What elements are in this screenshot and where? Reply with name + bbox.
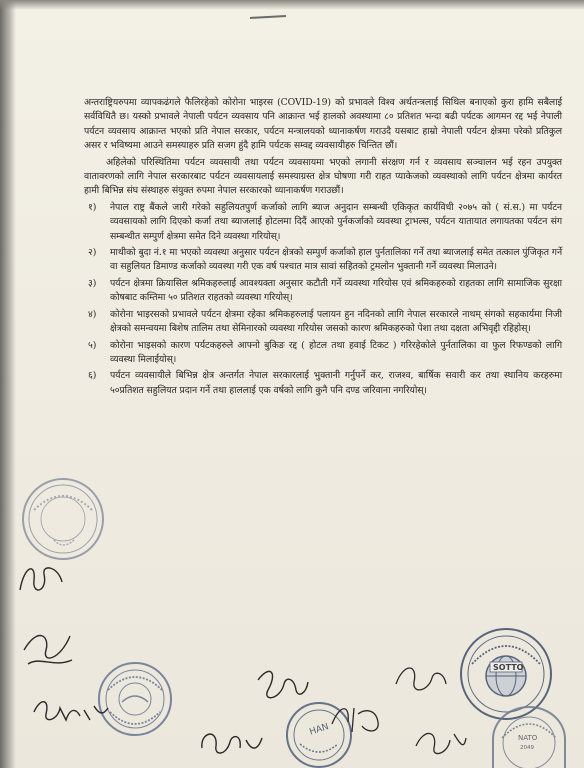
demand-text: कोरोना भाइरसको प्रभावले पर्यटन क्षेत्रमा रहेका श्रमिकहरुलाई पलायन हुन नदिनको लागि नेपाल सरकारले नाथम् संगको सहकार्यमा निजी क्षेत्रको समन्वयमा बिशेष तालिम तथा सेमिनारको व्यवस्था गरियोस जसको कारण श्रमिकहरुको पेशा तथा दक्षता अभिवृद्दी रहिहोस्।: [110, 308, 562, 335]
scan-edge-shadow-left: [0, 0, 16, 768]
demand-text: पर्यटन व्यवसायीले बिभिन्न क्षेत्र अन्तर्गत नेपाल सरकारलाई भुक्तानी गर्नुपर्ने कर, राजश्व, बार्षिक सवारी कर तथा स्थानिय करहरुमा ५०प्रतिशत सहुलियत प्रदान गर्ने तथा हाललाई एक वर्षको लागि कुनै पनि दण्ड जरिवाना नगरियोस्।: [110, 370, 562, 396]
letter-body: [84, 96, 562, 400]
signature-bottom-left: [30, 690, 110, 730]
demand-text: कोरोना भाइसको कारण पर्यटकहरुले आफ्नो बुकिङ रद्द ( होटल तथा हवाई टिकट ) गरिरहेकोले पुर्नतालिका वा फुल रिफण्डको लागि व्यवस्था मिलाईयोस्।: [110, 339, 562, 365]
intro-paragraph: अन्तराष्ट्रियरुपमा व्यापकढंगले फैलिरहेको कोरोना भाइरस (COVID-19) को प्रभावले विश्व अर्थतन्त्रलाई सिथिल बनाएको कुरा हामि सबैलाई सर्वविधितै छ। यस्को प्रभावले नेपाली पर्यटन व्यवसाय पनि आक्रान्त भई हालको अवस्थामा ८० प्रतिशत भन्दा बढी पर्यटक आगमन रद्द भई नेपाली पर्यटन व्यवसाय आक्रान्त भएको प्रति नेपाल सरकार, पर्यटन मन्त्रालयको ध्यानाकर्षण गराउदै यसबाट हाम्रो नेपाली पर्यटन क्षेत्रमा परेको प्रतिकुल असर र भविष्यमा आउने समस्याहरु प्रति सजग हुंदै हामि पर्यटक सम्वद्द व्यवसायीहरु चिन्तित छौं।: [84, 97, 562, 152]
svg-text:HAN: HAN: [308, 722, 331, 738]
nato-seal: [492, 706, 566, 768]
seal-graphic: [100, 664, 170, 734]
demand-number: २): [88, 247, 97, 259]
demand-text: पर्यटन क्षेत्रमा क्रियासिल श्रमिकहरुलाई आवश्यक्ता अनुसार कटौती गर्ने व्यवस्था गरियोस एवं श्रमिकहरुको राहतका लागि सामाजिक सुरक्षा कोषबाट कम्तिमा ५० प्रतिशत राहतको व्यवस्था गरियोस्।: [110, 277, 562, 304]
demand-item-6: [84, 369, 562, 398]
scan-edge-shadow-top: [0, 0, 584, 10]
svg-text:SOTTO: SOTTO: [493, 663, 524, 672]
svg-text:2049: 2049: [520, 745, 534, 751]
seal-graphic: [24, 480, 102, 558]
demand-number: ५): [88, 339, 97, 351]
demand-item-4: [84, 308, 562, 337]
signature-center-right: [326, 694, 384, 740]
signature-bottom-right: [410, 720, 470, 764]
demand-number: ४): [88, 308, 97, 320]
svg-text:NATO: NATO: [518, 734, 538, 742]
seal-graphic: [494, 708, 564, 768]
demand-item-2: [84, 246, 562, 275]
signature-center: [250, 660, 312, 710]
signature-left-top: [14, 556, 70, 604]
demand-item-5: [84, 339, 562, 368]
pen-mark: [250, 15, 286, 19]
demand-number: ३): [88, 277, 97, 289]
demand-number: १): [88, 201, 97, 213]
association-seal-left: [22, 478, 104, 560]
demand-item-3: [84, 277, 562, 306]
demand-text: माथीको बुदा नं.१ मा भएको व्यवस्था अनुसार पर्यटन क्षेत्रको सम्पुर्ण कर्जाको हाल पुर्नतालिका गर्ने तथा ब्याजलाई समेत तत्काल पुंजिकृत गर्ने वा सहुलियत डिमाण्ड कर्जाको व्यवस्था गरी एक वर्ष पश्चात मात्र सावां सहितको ट्रमलोन भुक्तानी गर्ने व्यवस्था मिलाउने।: [110, 247, 562, 273]
demand-number: ६): [88, 370, 97, 382]
signature-left-middle: [20, 620, 78, 672]
seal-graphic: [462, 630, 550, 718]
request-paragraph: अहिलेको परिस्थितिमा पर्यटन व्यवसायी तथा पर्यटन व्यवसायमा भएको लगानी संरक्षण गर्न र व्यवसाय सञ्चालन भई रहन उपयुक्त वातावरणको लागि नेपाल सरकारबाट पर्यटन व्यवसायलाई समस्याग्रस्त क्षेत्र घोषणा गरी राहत प्याकेजको व्यवस्थाको लागि पर्यटन क्षेत्रमा कार्यरत हामी बिभिन्न संघ संस्थाहरु संयुक्त रुपमा नेपाल सरकारको ध्यानाकर्षण गराउछौं।: [84, 156, 562, 197]
demand-item-1: [84, 201, 562, 244]
signature-right-middle: [392, 656, 452, 700]
signature-bottom-center-left: [196, 722, 266, 762]
demand-text: नेपाल राष्ट्र बैंकले जारी गरेको सहुलियतपुर्ण कर्जाको लागि ब्याज अनुदान सम्बन्धी एकिकृत कार्यविधी २०७५ को ( सं.स.) मा पर्यटन व्यवसायको लागि दिएको कर्जा तथा ब्याजलाई होटलमा दिदैं आएको पुर्नकर्जाको व्यवस्था ट्राभल्स, पर्यटन यातायात लगायतका पर्यटन संग सम्बन्धीत सम्पुर्ण क्षेत्रमा समेत दिने व्यवस्था गरियोस्।: [110, 201, 562, 242]
